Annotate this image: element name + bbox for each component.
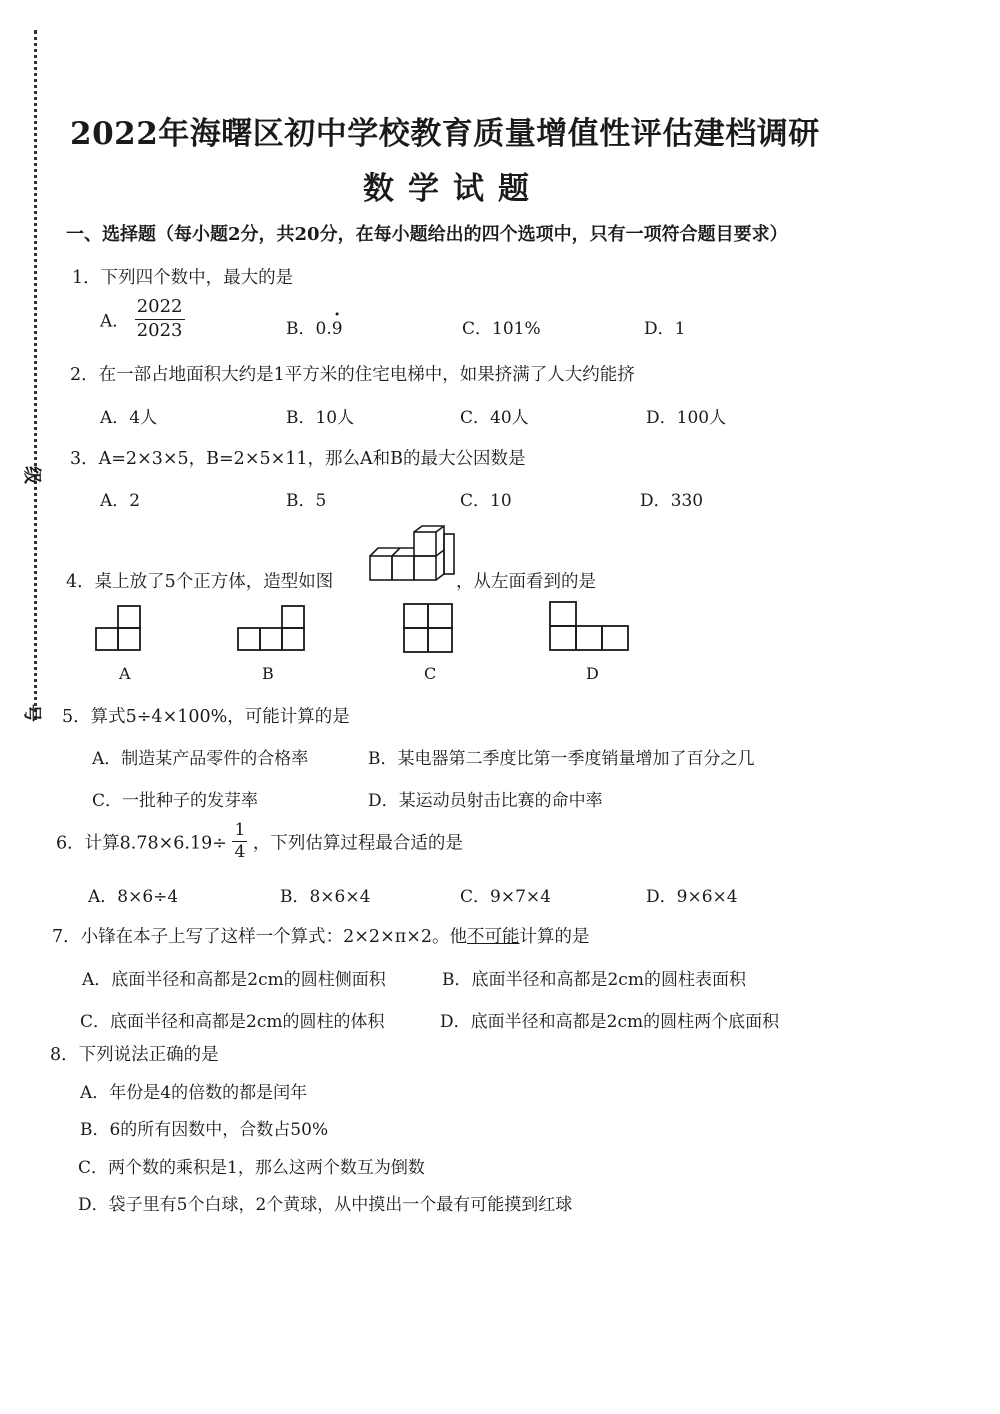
option-a-figure xyxy=(94,604,146,652)
cube-arrangement-figure xyxy=(366,524,458,584)
question-4-stem-end: ，从左面看到的是 xyxy=(456,572,596,592)
question-6-stem xyxy=(56,820,463,864)
question-7-stem xyxy=(52,923,590,948)
section-heading: 一、选择题（每小题2分，共20分，在每小题给出的四个选项中，只有一项符合题目要求） xyxy=(66,224,788,245)
question-1-option-a xyxy=(100,296,185,342)
question-6-option-c: C．9×7×4 xyxy=(460,887,551,907)
option-a-figure-label: A xyxy=(119,664,131,683)
option-b-label: B． xyxy=(286,319,316,339)
question-6-option-b: B．8×6×4 xyxy=(280,887,371,907)
side-char-number: 号 xyxy=(21,704,42,722)
question-3-option-b: B．5 xyxy=(286,491,327,511)
fraction-1-4 xyxy=(232,820,247,864)
question-6-option-d: D．9×6×4 xyxy=(646,887,738,907)
question-6-option-a: A．8×6÷4 xyxy=(88,887,179,907)
page-title: 2022年海曙区初中学校教育质量增值性评估建档调研 xyxy=(70,116,820,152)
option-d-figure xyxy=(548,600,632,654)
question-2-option-b: B．10人 xyxy=(286,408,355,428)
question-1-option-d: D．1 xyxy=(644,319,686,339)
option-b-figure-label: B xyxy=(262,664,274,683)
question-8-stem: 8．下列说法正确的是 xyxy=(50,1045,219,1065)
question-3-option-a: A．2 xyxy=(100,491,141,511)
option-b-value: 0. xyxy=(315,319,332,339)
question-1-option-c: C．101% xyxy=(462,319,541,339)
question-5-option-b: B．某电器第二季度比第一季度销量增加了百分之几 xyxy=(368,749,755,769)
binding-dotted-line xyxy=(34,30,37,720)
question-1-stem: 1．下列四个数中，最大的是 xyxy=(72,268,294,288)
question-7-option-b: B．底面半径和高都是2cm的圆柱表面积 xyxy=(442,970,746,990)
question-5-option-c: C．一批种子的发芽率 xyxy=(92,791,259,811)
question-7-stem-start: 7．小锋在本子上写了这样一个算式：2×2×π×2。他 xyxy=(52,927,468,947)
question-8-option-c: C．两个数的乘积是1，那么这两个数互为倒数 xyxy=(78,1158,425,1178)
question-7-stem-end: 计算的是 xyxy=(519,927,590,947)
question-7-option-c: C．底面半径和高都是2cm的圆柱的体积 xyxy=(80,1012,385,1032)
fraction-numerator: 1 xyxy=(232,820,247,842)
question-3-option-d: D．330 xyxy=(640,491,704,511)
question-4-stem-start: 4．桌上放了5个正方体，造型如图 xyxy=(66,572,334,592)
question-7-option-d: D．底面半径和高都是2cm的圆柱两个底面积 xyxy=(440,1012,780,1032)
question-6-stem-end: ，下列估算过程最合适的是 xyxy=(252,833,463,854)
repeating-digit: 9 · xyxy=(332,319,343,339)
question-8-option-a: A．年份是4的倍数的都是闰年 xyxy=(80,1083,308,1103)
question-2-option-c: C．40人 xyxy=(460,408,529,428)
question-1-option-b xyxy=(286,314,343,339)
fraction-denominator: 4 xyxy=(234,842,246,863)
option-b-figure xyxy=(236,604,310,652)
fraction-numerator: 2022 xyxy=(135,296,185,320)
question-7-emphasis: 不可能 xyxy=(467,927,520,947)
question-8-option-b: B．6的所有因数中，合数占50% xyxy=(80,1120,329,1140)
side-char-class: 级 xyxy=(21,466,42,484)
option-c-figure xyxy=(402,602,458,654)
question-2-stem: 2．在一部占地面积大约是1平方米的住宅电梯中，如果挤满了人大约能挤 xyxy=(70,365,635,385)
question-8-option-d: D．袋子里有5个白球，2个黄球，从中摸出一个最有可能摸到红球 xyxy=(78,1195,573,1215)
option-a-label: A． xyxy=(100,311,130,332)
fraction-2022-2023 xyxy=(135,296,185,342)
question-5-option-a: A．制造某产品零件的合格率 xyxy=(92,749,309,769)
question-3-option-c: C．10 xyxy=(460,491,512,511)
question-2-option-a: A．4人 xyxy=(100,408,158,428)
question-2-option-d: D．100人 xyxy=(646,408,727,428)
question-5-option-d: D．某运动员射击比赛的命中率 xyxy=(368,791,603,811)
question-5-stem: 5．算式5÷4×100%，可能计算的是 xyxy=(62,707,350,727)
fraction-denominator: 2023 xyxy=(136,319,183,341)
question-6-stem-start: 6．计算8.78×6.19÷ xyxy=(56,833,227,854)
question-3-stem: 3．A=2×3×5，B=2×5×11，那么A和B的最大公因数是 xyxy=(70,449,526,469)
page-subtitle: 数学试题 xyxy=(363,171,543,207)
option-d-figure-label: D xyxy=(586,664,599,683)
question-7-option-a: A．底面半径和高都是2cm的圆柱侧面积 xyxy=(82,970,386,990)
option-c-figure-label: C xyxy=(424,664,437,683)
